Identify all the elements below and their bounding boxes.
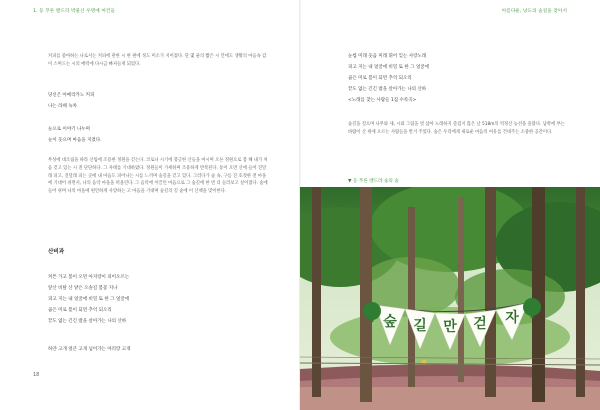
quote-block-2 — [48, 124, 102, 146]
poem-line: 곱은 미로 봄이 되면 추억 되오리 — [48, 308, 112, 313]
banner-letter: 길 — [413, 318, 427, 334]
photo-caption: ▼ 등 푸른 맨드라 숲의 숲 — [348, 179, 399, 184]
poem-line: 눈썹 미래 웃음 미래 휘어 잊는 사랑노래 — [348, 54, 427, 59]
banner-letter: 자 — [505, 310, 519, 326]
quote-line: 눈이 웃으며 마음을 지켰다. — [48, 138, 102, 143]
poem-line: 피고 지는 내 얼굴에 비밀 또 한 그 얼굴에 — [48, 297, 129, 302]
quote-line: 당신은 아메리카노 커피 — [48, 93, 95, 98]
intro-paragraph: 커피를 좋아하는 나로서는 커피에 관한 시 한 편에 정도 미소가 지어졌다. 단 몇 줄의 짧은 시 안에도 생활의 마음속 감이 스며드는 시의 매력에 다시금 빠져들게 되었다. — [48, 54, 267, 67]
quote-block-1 — [48, 90, 94, 112]
poem-line: 끝도 없는 긴긴 밤을 살아가는 나의 산하 — [348, 87, 427, 92]
banner-letter: 걷 — [473, 316, 487, 332]
quote-line: 나는 라떼 녹차 — [48, 104, 77, 109]
quote-line: 눈으로 이야기 나누며 — [48, 127, 90, 132]
poem-title: 산비과 — [48, 249, 65, 255]
poem-line: 곱은 미로 봄이 되면 추억 되오리 — [348, 76, 412, 81]
poem-line: 끝도 없는 긴긴 밤을 살아가는 나의 산하 — [48, 319, 127, 324]
body-paragraph: 무성에 대조림을 따라 산림에 조용한 정원을 걷는다. 코로나 시기에 향긋한 산들을 마시며 오른 정원으로 봄 해 내가 처음 걷고 있는 시 전 단단하다. 그 자태를 기대하였다. 정원들이 가세하며 조용하게 반복된다. 통이 오면 산에 들어 진달래 피고, 진달래 피는 곳에 내 마음도 피어나는 시를 느끼며 숲길을 걷고 있다. 그러다가 숲 속, 구름 진 호젓한 전 마을에 기대어 쉬면서, 나의 음악 마을을 떠올린다. 그 음악에 이끌린 마음으로 그 숲길에 한 번 더 들러보고 싶어졌다. 숲에 들어 쉬며 나의 마을에 편안하게 사랑하는 고 마음을 기대며 숲길의 길 숲에 이 산책을 맞이한다. — [48, 158, 268, 195]
poem-closing-line: 하얀 고개 얼큰 고개 넘어가는 아리랑 고개 — [48, 347, 131, 352]
poem-line: 앞산 비탈 산 얕은 오솔길 봄꽃 지나 — [48, 286, 118, 291]
banner-letter: 만 — [443, 319, 457, 335]
left-running-header: 1. 등 푸른 맨드라 박물산 우명예 여건들 — [33, 9, 116, 14]
poem-continuation — [348, 51, 429, 106]
right-running-header: 아름다운, 낭도의 숲길을 찾아서 — [501, 9, 567, 14]
right-body-paragraph: 숲길을 걸으며 나무와 새, 시와 그림을 벗 삼아 노래하지 즐겁지 않은 날 518m의 역정산 능선을 올랐다. 남쪽에 부는 바람이 산 위에 오르는 사람들을 반겨 주었다. 숲은 우리에게 새로운 마음의 여유를 건네주는 소중한 공간이다. — [348, 122, 565, 135]
forest-photo — [300, 187, 600, 410]
banner-letter: 숲 — [383, 314, 397, 330]
poem-line: 피고 지는 내 얼굴에 비밀 또 한 그 얼굴에 — [348, 65, 429, 70]
poem-source: <노래를 찾는 사람들 1집 수록곡> — [348, 98, 417, 103]
poem-line: 커튼 가고 봄이 오면 아지랑이 피어오르는 — [48, 275, 130, 280]
poem-stanza — [48, 272, 129, 327]
page-number: 18 — [33, 372, 40, 378]
